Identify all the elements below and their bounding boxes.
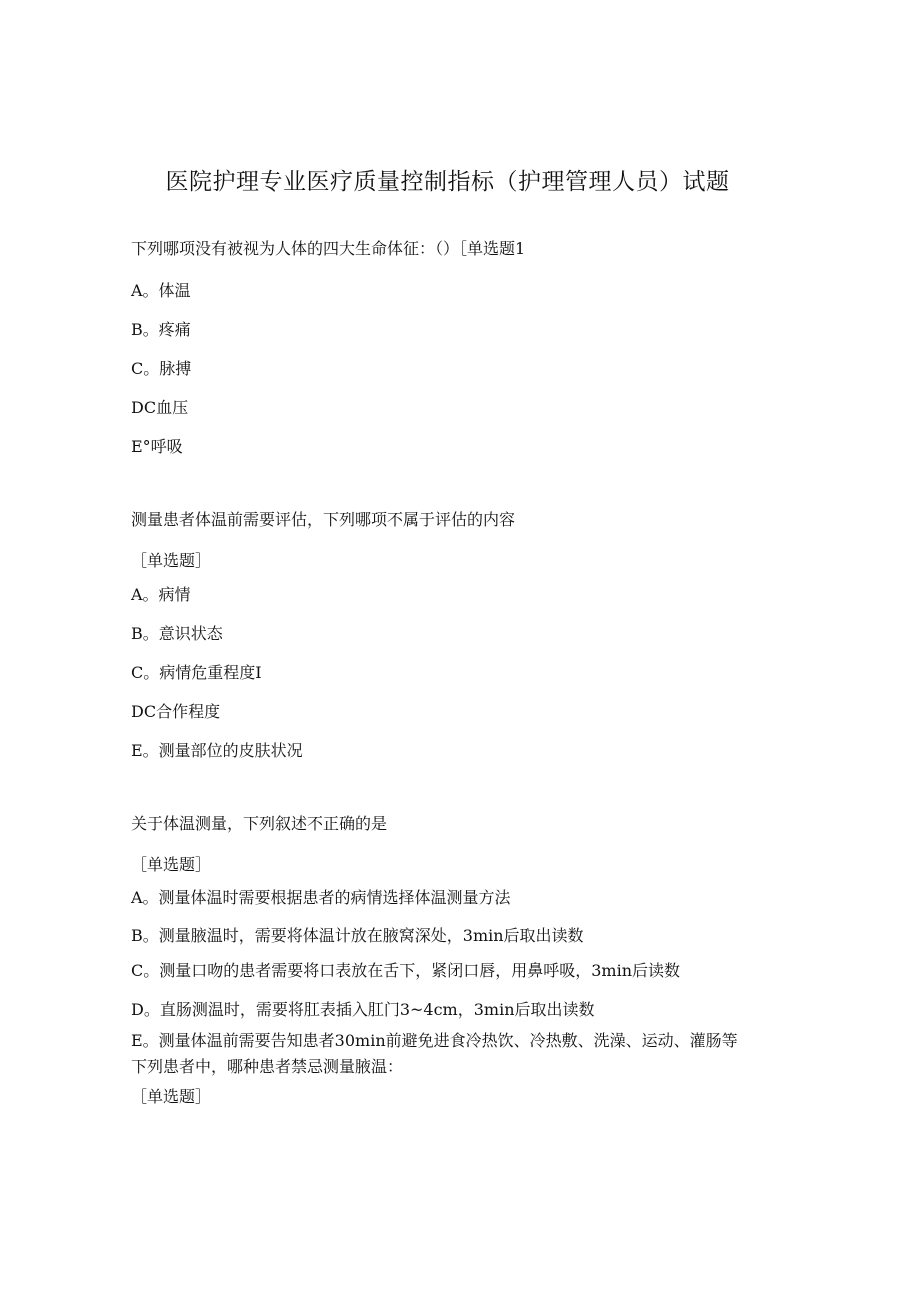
question-1-text: 下列哪项没有被视为人体的四大生命体征：（）［单选题1 bbox=[131, 239, 526, 258]
question-2-type: ［单选题］ bbox=[131, 551, 212, 570]
question-3-option-d: D。直肠测温时，需要将肛表插入肛门3~4cm，3min后取出读数 bbox=[131, 1000, 595, 1019]
question-2-option-c: C。病情危重程度I bbox=[131, 663, 262, 682]
question-2-option-b: B。意识状态 bbox=[131, 624, 223, 643]
question-3-option-c: C。测量口吻的患者需要将口表放在舌下，紧闭口唇，用鼻呼吸，3min后读数 bbox=[131, 961, 681, 980]
document-title: 医院护理专业医疗质量控制指标（护理管理人员）试题 bbox=[165, 169, 730, 195]
question-3-option-a: A。测量体温时需要根据患者的病情选择体温测量方法 bbox=[131, 888, 511, 907]
question-3-option-e: E。测量体温前需要告知患者30min前避免进食冷热饮、冷热敷、洗澡、运动、灌肠等 bbox=[131, 1031, 738, 1050]
question-2-option-e: E。测量部位的皮肤状况 bbox=[131, 741, 303, 760]
question-2-text: 测量患者体温前需要评估，下列哪项不属于评估的内容 bbox=[131, 510, 516, 529]
question-1-option-e: E°呼吸 bbox=[131, 437, 183, 456]
question-4-type: ［单选题］ bbox=[131, 1087, 212, 1106]
question-2-option-a: A。病情 bbox=[131, 585, 191, 604]
question-1-option-d: DC血压 bbox=[131, 398, 189, 417]
question-2-option-d: DC合作程度 bbox=[131, 702, 221, 721]
question-1-option-b: B。疼痛 bbox=[131, 320, 191, 339]
question-1-option-a: A。体温 bbox=[131, 281, 191, 300]
question-1-option-c: C。脉搏 bbox=[131, 359, 192, 378]
question-3-type: ［单选题］ bbox=[131, 855, 212, 874]
question-3-option-b: B。测量腋温时，需要将体温计放在腋窝深处，3min后取出读数 bbox=[131, 926, 584, 945]
question-3-text: 关于体温测量，下列叙述不正确的是 bbox=[131, 814, 388, 833]
question-4-text: 下列患者中，哪种患者禁忌测量腋温： bbox=[131, 1057, 404, 1076]
